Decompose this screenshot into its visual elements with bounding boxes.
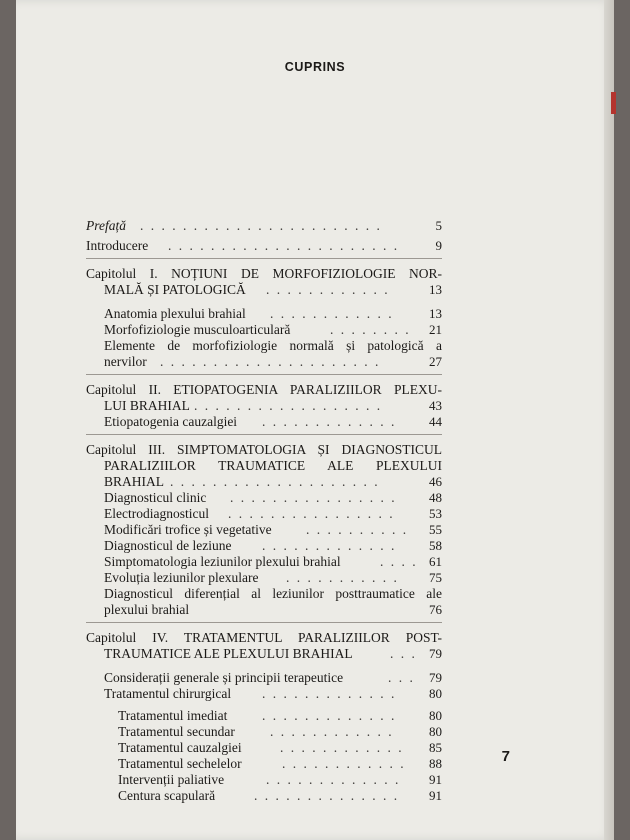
toc-entry-modificari: Modificări trofice și vegetative xyxy=(104,522,272,537)
chapter-1-title-line1: Capitolul I. NOȚIUNI DE MORFOFIZIOLOGIE NOR- xyxy=(86,266,442,281)
toc-page: 80 xyxy=(429,686,442,701)
toc-page: 79 xyxy=(429,646,442,661)
toc-entry-electrodiagnosticul: Electrodiagnosticul xyxy=(104,506,209,521)
toc-page: 85 xyxy=(429,740,442,755)
toc-leader: . . . . xyxy=(380,554,418,569)
toc-leader: . . . . . . . . . . . . . . . . xyxy=(230,490,397,505)
toc-entry-diagnosticul-clinic: Diagnosticul clinic xyxy=(104,490,207,505)
toc-page: 88 xyxy=(429,756,442,771)
toc-entry-prefata: Prefață xyxy=(86,218,126,233)
toc-entry-tratamentul-imediat: Tratamentul imediat xyxy=(118,708,228,723)
toc-entry-tratamentul-chirurgical: Tratamentul chirurgical xyxy=(104,686,232,701)
toc-entry-diagnosticul-diferential-line2: plexului brahial xyxy=(104,602,190,617)
toc-leader: . . . . . . . . . . . . . . . . . . . . . . . xyxy=(140,218,382,233)
toc-page: 21 xyxy=(429,322,442,337)
toc-page: 5 xyxy=(435,218,442,233)
toc-entry-tratamentul-sechelelor: Tratamentul sechelelor xyxy=(118,756,242,771)
toc-page: 80 xyxy=(429,724,442,739)
toc-leader: . . . . . . . . . . . . . xyxy=(262,538,397,553)
toc-leader: . . . . . . . . . . . . . xyxy=(262,686,397,701)
toc-entry-elemente-line2: nervilor xyxy=(104,354,147,369)
chapter-3-title-line1: Capitolul III. SIMPTOMATOLOGIA ȘI DIAGNOSTICUL xyxy=(86,442,442,457)
toc-leader: . . . . . . . . . . . . xyxy=(280,740,404,755)
toc-page: 13 xyxy=(429,282,442,297)
toc-leader: . . . . . . . . . . . . xyxy=(270,724,394,739)
toc-leader: . . . . . . . . . . . . . . . . . . . . . xyxy=(160,354,381,369)
toc-page: 61 xyxy=(429,554,442,569)
chapter-2-title-line2: LUI BRAHIAL xyxy=(104,398,190,413)
toc-page: 48 xyxy=(429,490,442,505)
toc-leader: . . . . . . . . . . . . . xyxy=(262,708,397,723)
toc-page: 75 xyxy=(429,570,442,585)
toc-page: 80 xyxy=(429,708,442,723)
divider xyxy=(86,622,442,623)
toc-page: 9 xyxy=(435,238,442,253)
toc-leader: . . . . . . . . . . . . . xyxy=(262,414,397,429)
toc-leader: . . . . . . . . . . . . xyxy=(270,306,394,321)
toc-entry-evolutia: Evoluția leziunilor plexulare xyxy=(104,570,259,585)
divider xyxy=(86,374,442,375)
bookmark-ribbon xyxy=(611,92,616,114)
toc-leader: . . . xyxy=(390,646,417,661)
chapter-2-title-line1: Capitolul II. ETIOPATOGENIA PARALIZIILOR PLEXU- xyxy=(86,382,442,397)
toc-leader: . . . . . . . . . . xyxy=(306,522,409,537)
toc-page: 76 xyxy=(429,602,442,617)
toc-entry-tratamentul-cauzalgiei: Tratamentul cauzalgiei xyxy=(118,740,242,755)
toc-entry-introducere: Introducere xyxy=(86,238,149,253)
toc-page: 91 xyxy=(429,788,442,803)
toc-leader: . . . . . . . . . . . . . xyxy=(266,772,401,787)
toc-entry-diagnosticul-diferential-line1: Diagnosticul diferențial al leziunilor posttraumatice ale xyxy=(104,586,442,601)
toc-page: 55 xyxy=(429,522,442,537)
toc-leader: . . . . . . . . . . . . . . . . . . . . xyxy=(170,474,380,489)
toc-page: 43 xyxy=(429,398,442,413)
toc-leader: . . . . . . . . xyxy=(330,322,411,337)
toc-entry-elemente-line1: Elemente de morfofiziologie normală și patologică a xyxy=(104,338,442,353)
toc-leader: . . . . . . . . . . . . xyxy=(282,756,406,771)
chapter-3-title-line3: BRAHIAL xyxy=(104,474,164,489)
toc-entry-centura-scapulara: Centura scapulară xyxy=(118,788,216,803)
toc-page: 27 xyxy=(429,354,442,369)
toc-entry-morfofiziologie: Morfofiziologie musculoarticulară xyxy=(104,322,291,337)
toc-entry-anatomia: Anatomia plexului brahial xyxy=(104,306,246,321)
toc-leader: . . . . . . . . . . . xyxy=(286,570,399,585)
page-number: 7 xyxy=(501,748,510,765)
toc-leader: . . . . . . . . . . . . . . xyxy=(254,788,400,803)
toc-page: 44 xyxy=(429,414,442,429)
divider xyxy=(86,258,442,259)
chapter-1-title-line2: MALĂ ȘI PATOLOGICĂ xyxy=(104,282,246,297)
chapter-4-title-line1: Capitolul IV. TRATAMENTUL PARALIZIILOR POST- xyxy=(86,630,442,645)
toc-entry-interventii-paliative: Intervenții paliative xyxy=(118,772,225,787)
toc-entry-diagnosticul-de-leziune: Diagnosticul de leziune xyxy=(104,538,232,553)
toc-page: 46 xyxy=(429,474,442,489)
toc-leader: . . . . . . . . . . . . . . . . . . xyxy=(194,398,383,413)
toc-page: 53 xyxy=(429,506,442,521)
chapter-4-title-line2: TRAUMATICE ALE PLEXULUI BRAHIAL xyxy=(104,646,353,661)
page-edge xyxy=(604,0,614,840)
toc-leader: . . . . . . . . . . . . xyxy=(266,282,390,297)
toc-entry-simptomatologia: Simptomatologia leziunilor plexului brahial xyxy=(104,554,341,569)
toc-entry-etiopatogenia: Etiopatogenia cauzalgiei xyxy=(104,414,238,429)
chapter-3-title-line2: PARALIZIILOR TRAUMATICE ALE PLEXULUI xyxy=(104,458,442,473)
toc-entry-consideratii: Considerații generale și principii terapeutice xyxy=(104,670,344,685)
toc-leader: . . . xyxy=(388,670,415,685)
toc-title: CUPRINS xyxy=(284,60,346,74)
toc-page: 91 xyxy=(429,772,442,787)
toc-leader: . . . . . . . . . . . . . . . . xyxy=(228,506,395,521)
toc-leader: . . . . . . . . . . . . . . . . . . . . . . xyxy=(168,238,400,253)
divider xyxy=(86,434,442,435)
toc-page: 58 xyxy=(429,538,442,553)
toc-page: 13 xyxy=(429,306,442,321)
toc-entry-tratamentul-secundar: Tratamentul secundar xyxy=(118,724,235,739)
toc-page: 79 xyxy=(429,670,442,685)
